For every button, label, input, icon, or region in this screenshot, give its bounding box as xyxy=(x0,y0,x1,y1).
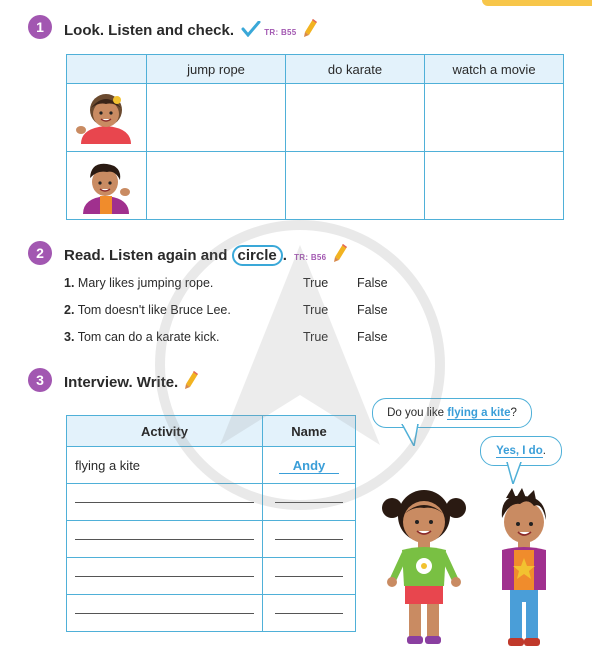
question-mark: ? xyxy=(510,407,517,419)
check-cell[interactable] xyxy=(425,84,564,152)
section-1-number: 1 xyxy=(28,15,52,39)
pencil-icon xyxy=(304,19,318,37)
section-2-title-end: . xyxy=(282,247,287,264)
interview-table xyxy=(66,415,356,632)
section-2-title xyxy=(64,244,348,264)
section-1-title xyxy=(64,19,318,39)
true-option[interactable]: True xyxy=(303,303,329,317)
name-blank[interactable] xyxy=(275,539,343,540)
statement-text: Tom doesn't like Bruce Lee. xyxy=(77,303,231,317)
reply-text: Yes, I do xyxy=(496,445,543,457)
statement-number: 1. xyxy=(64,276,75,290)
false-option[interactable]: False xyxy=(357,303,388,317)
false-option[interactable]: False xyxy=(357,276,388,290)
reply-bubble-tail xyxy=(505,462,523,484)
pencil-icon xyxy=(334,244,348,262)
column-header-name: Name xyxy=(263,416,356,447)
track-label-1: TR: B55 xyxy=(264,28,297,37)
statement-number: 3. xyxy=(64,330,75,344)
example-name: Andy xyxy=(279,458,340,474)
girl-avatar xyxy=(67,84,145,146)
name-blank[interactable] xyxy=(275,502,343,503)
true-option[interactable]: True xyxy=(303,330,329,344)
column-header-activity: Activity xyxy=(67,416,263,447)
statement-row xyxy=(64,330,424,357)
check-cell[interactable] xyxy=(425,152,564,220)
section-2-number: 2 xyxy=(28,241,52,265)
listen-check-table xyxy=(66,54,564,220)
name-blank[interactable] xyxy=(275,613,343,614)
section-3-number: 3 xyxy=(28,368,52,392)
activity-blank[interactable] xyxy=(75,502,254,503)
question-bubble xyxy=(372,398,532,428)
boy-avatar xyxy=(67,152,145,214)
section-2-title-text: Read. Listen again and xyxy=(64,247,228,264)
corner-cell xyxy=(67,55,147,84)
check-icon xyxy=(241,21,261,37)
check-cell[interactable] xyxy=(286,152,425,220)
false-option[interactable]: False xyxy=(357,330,388,344)
example-name-cell xyxy=(263,447,356,484)
statement-number: 2. xyxy=(64,303,75,317)
statement-text: Mary likes jumping rope. xyxy=(77,276,214,290)
check-cell[interactable] xyxy=(147,152,286,220)
girl-illustration xyxy=(378,486,470,656)
track-label-2: TR: B56 xyxy=(294,253,327,262)
section-1-title-text: Look. Listen and check. xyxy=(64,22,235,39)
activity-blank[interactable] xyxy=(75,576,254,577)
activity-blank[interactable] xyxy=(75,539,254,540)
check-cell[interactable] xyxy=(286,84,425,152)
activity-blank[interactable] xyxy=(75,613,254,614)
pencil-icon xyxy=(185,371,199,389)
reply-end: . xyxy=(542,445,546,457)
statement-row xyxy=(64,276,424,303)
true-option[interactable]: True xyxy=(303,276,329,290)
question-bubble-tail xyxy=(400,424,420,446)
section-3-title xyxy=(64,371,199,391)
question-answer: flying a kite xyxy=(447,407,511,419)
section-3-title-text: Interview. Write. xyxy=(64,374,179,391)
circle-word: circle xyxy=(232,245,283,266)
question-text: Do you like xyxy=(387,407,444,419)
column-header-watch-movie: watch a movie xyxy=(425,55,564,84)
boy-avatar-cell xyxy=(67,152,147,220)
statement-list xyxy=(64,276,424,357)
boy-illustration xyxy=(488,488,560,656)
column-header-do-karate: do karate xyxy=(286,55,425,84)
statement-text: Tom can do a karate kick. xyxy=(77,330,220,344)
girl-avatar-cell xyxy=(67,84,147,152)
name-blank[interactable] xyxy=(275,576,343,577)
column-header-jump-rope: jump rope xyxy=(147,55,286,84)
statement-row xyxy=(64,303,424,330)
example-activity: flying a kite xyxy=(67,447,263,484)
page-corner-tab xyxy=(482,0,592,6)
check-cell[interactable] xyxy=(147,84,286,152)
